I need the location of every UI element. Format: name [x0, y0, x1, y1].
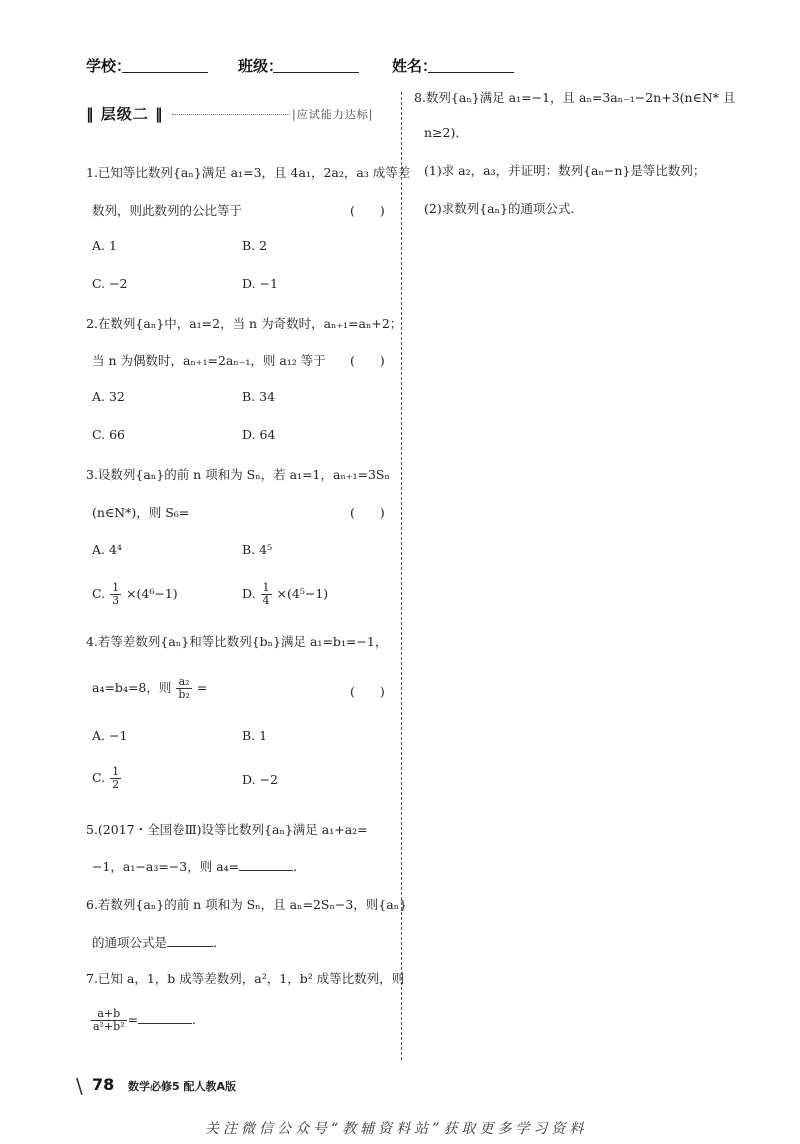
footer-slash: \	[76, 1074, 83, 1098]
q3-line1: 3.设数列{aₙ}的前 n 项和为 Sₙ，若 a₁=1，aₙ₊₁=3Sₙ	[86, 467, 390, 482]
q4-answer-paren: ( )	[350, 684, 385, 699]
q3-option-d-letter: D.	[242, 586, 256, 602]
q1-line2: 数列，则此数列的公比等于	[92, 203, 243, 218]
q6-answer-blank	[167, 946, 213, 947]
q4-fraction	[176, 676, 191, 701]
q1-option-a: A. 1	[92, 238, 117, 253]
q7-equals: =	[127, 1012, 139, 1028]
q3-option-c-letter: C.	[92, 586, 106, 602]
q4-option-c-letter: C.	[92, 770, 106, 786]
q7-line2	[90, 1008, 205, 1033]
q7-fraction	[91, 1008, 127, 1033]
q3-option-c-numerator: 1	[112, 581, 120, 594]
q7-answer-blank	[138, 1023, 192, 1024]
q3-option-d-denominator: 4	[262, 594, 270, 608]
q7-period: ．	[192, 1012, 205, 1028]
q3-option-b: B. 4⁵	[242, 542, 273, 557]
section-subtitle: |应试能力达标|	[292, 108, 374, 121]
q4-fraction-numerator: a₂	[176, 676, 191, 689]
q2-line2: 当 n 为偶数时，aₙ₊₁=2aₙ₋₁，则 a₁₂ 等于	[92, 353, 326, 368]
q3-option-d	[242, 582, 328, 607]
q4-line1: 4.若等差数列{aₙ}和等比数列{bₙ}满足 a₁=b₁=−1，	[86, 634, 388, 649]
school-blank	[122, 72, 208, 73]
name-label: 姓名：	[392, 57, 438, 75]
q3-option-c-rest: ×(4⁶−1)	[126, 586, 178, 602]
q1-option-b: B. 2	[242, 238, 268, 253]
footer-note: 关注微信公众号“教辅资料站”获取更多学习资料	[205, 1121, 588, 1137]
q4-option-c-numerator: 1	[112, 765, 120, 778]
q8-part1: (1)求 a₂，a₃，并证明：数列{aₙ−n}是等比数列；	[424, 163, 706, 178]
q8-line1: 8.数列{aₙ}满足 a₁=−1，且 aₙ=3aₙ₋₁−2n+3(n∈N* 且	[414, 90, 736, 105]
q6-period: ．	[213, 935, 226, 950]
q4-fraction-denominator: b₂	[178, 688, 190, 702]
q4-option-c-fraction	[110, 766, 121, 791]
q3-option-c-denominator: 3	[112, 594, 120, 608]
q4-option-b: B. 1	[242, 728, 268, 743]
q3-option-c	[92, 582, 178, 607]
book-title: 数学必修5 配人教A版	[128, 1080, 236, 1093]
q2-line1: 2.在数列{aₙ}中，a₁=2，当 n 为奇数时，aₙ₊₁=aₙ+2；	[86, 316, 403, 331]
q5-answer-blank	[239, 870, 293, 871]
q4-option-c	[92, 766, 122, 791]
q2-option-a: A. 32	[92, 389, 125, 404]
q3-option-a: A. 4⁴	[92, 542, 122, 557]
q4-line2-prefix: a₄=b₄=8，则	[92, 680, 172, 696]
class-label: 班级：	[238, 57, 284, 75]
q1-answer-paren: ( )	[350, 203, 385, 218]
banner-dotted-rule	[172, 114, 290, 115]
q4-option-a: A. −1	[92, 728, 128, 743]
q3-option-d-numerator: 1	[262, 581, 270, 594]
q5-line2-text: −1，a₁−a₃=−3，则 a₄=	[92, 859, 240, 874]
q1-option-d: D. −1	[242, 276, 278, 291]
page-number: 78	[92, 1075, 115, 1094]
q2-answer-paren: ( )	[350, 353, 385, 368]
q3-option-d-fraction	[261, 582, 272, 607]
q4-option-c-denominator: 2	[112, 778, 120, 792]
q4-line2	[92, 676, 207, 701]
q3-answer-paren: ( )	[350, 505, 385, 520]
q5-line2	[92, 857, 306, 875]
q4-option-d: D. −2	[242, 772, 278, 787]
q3-option-d-rest: ×(4⁵−1)	[276, 586, 329, 602]
column-divider	[401, 92, 402, 1060]
q3-line2: (n∈N*)，则 S₆=	[92, 505, 190, 520]
q6-line2	[92, 933, 226, 951]
class-blank	[273, 72, 359, 73]
q2-option-d: D. 64	[242, 427, 276, 442]
q6-line1: 6.若数列{aₙ}的前 n 项和为 Sₙ，且 aₙ=2Sₙ−3，则{aₙ}	[86, 897, 408, 912]
q8-line2: n≥2)．	[424, 125, 468, 140]
q6-line2-text: 的通项公式是	[92, 935, 168, 950]
q1-line1: 1.已知等比数列{aₙ}满足 a₁=3，且 4a₁，2a₂，a₃ 成等差	[86, 165, 411, 180]
q8-part2: (2)求数列{aₙ}的通项公式．	[424, 201, 583, 216]
q2-option-c: C. 66	[92, 427, 125, 442]
q2-option-b: B. 34	[242, 389, 276, 404]
section-title: ‖ 层级二 ‖	[86, 105, 164, 123]
q5-line1: 5.(2017・全国卷Ⅲ)设等比数列{aₙ}满足 a₁+a₂=	[86, 822, 368, 837]
q5-period: ．	[293, 859, 306, 874]
school-label: 学校：	[86, 57, 132, 75]
q1-option-c: C. −2	[92, 276, 128, 291]
q7-fraction-denominator: a²+b²	[93, 1020, 125, 1034]
q7-line1: 7.已知 a，1，b 成等差数列，a²，1，b² 成等比数列，则	[86, 971, 405, 986]
q7-fraction-numerator: a+b	[91, 1008, 127, 1021]
q4-line2-suffix: =	[196, 680, 208, 696]
name-blank	[428, 72, 514, 73]
q3-option-c-fraction	[110, 582, 121, 607]
